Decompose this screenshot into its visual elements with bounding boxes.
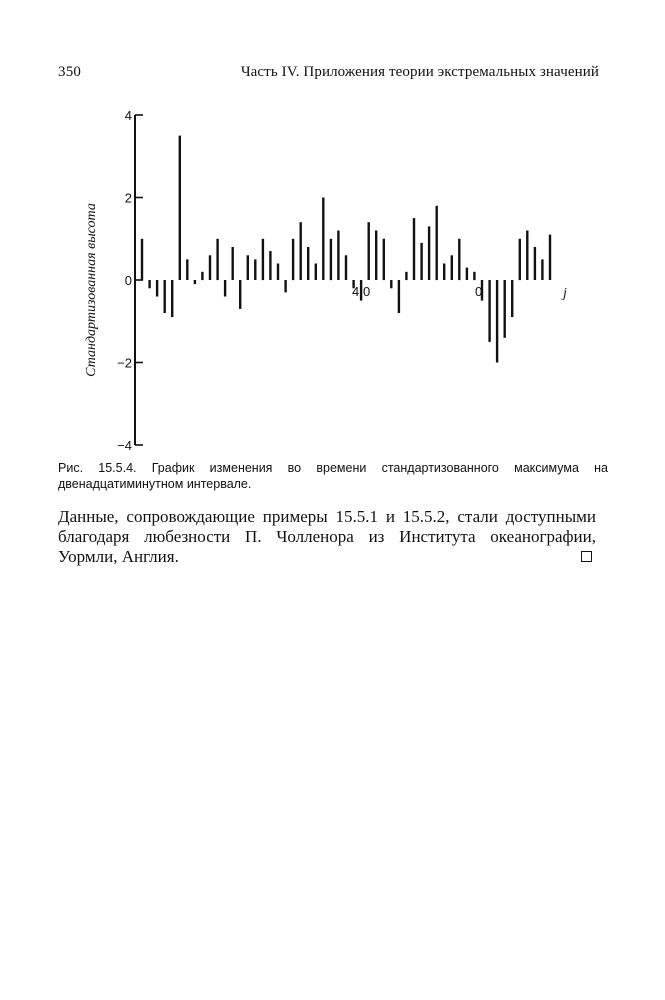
bar [443,264,445,281]
bar [473,272,475,280]
y-tick-label: 4 [124,108,132,123]
bar [194,280,196,284]
inline-label: 0 [363,284,371,299]
y-ticks [117,108,143,453]
inline-label: 0 [475,284,483,299]
bar [322,198,324,281]
bar [534,247,536,280]
running-head: Часть IV. Приложения теории экстремальных значений [240,64,599,80]
bar [269,251,271,280]
bar [262,239,264,280]
bar [383,239,385,280]
bar [511,280,513,317]
bar [156,280,158,297]
bar [496,280,498,363]
bar [541,259,543,280]
time-series-chart [80,100,600,455]
bar [216,239,218,280]
bar [368,222,370,280]
bar [186,259,188,280]
bar [519,239,521,280]
figure [80,100,600,455]
y-tick-label: −4 [117,438,132,453]
bar [398,280,400,313]
x-axis-label: j [563,286,567,301]
bar [405,272,407,280]
bar [413,218,415,280]
bar [458,239,460,280]
bar [148,280,150,288]
body-paragraph: Данные, сопровождающие примеры 15.5.1 и 15.5.2, стали доступными благодаря любезности П. Чолленора из Института океанографии, Уормли, Англия. [58,507,596,566]
bar [141,239,143,280]
bar [420,243,422,280]
bar [201,272,203,280]
bar [164,280,166,313]
bar [345,255,347,280]
bar [232,247,234,280]
bar [239,280,241,309]
bar [224,280,226,297]
bar [330,239,332,280]
bar [526,231,528,281]
bar [549,235,551,280]
bar [247,255,249,280]
bar [504,280,506,338]
bar [375,231,377,281]
bar [284,280,286,292]
bar [171,280,173,317]
bar [360,280,362,301]
inline-labels [352,284,482,299]
bar [428,226,430,280]
bar [307,247,309,280]
figure-caption: Рис. 15.5.4. График изменения во времени стандартизованного максимума на двенадцатиминутном интервале. [58,461,608,491]
bar [390,280,392,288]
y-axis-title: Стандартизованная высота [84,203,99,377]
y-tick-label: 2 [124,190,132,206]
bar [436,206,438,280]
bar [488,280,490,342]
qed-square-icon [581,551,592,562]
bar [254,259,256,280]
bar [300,222,302,280]
bar [292,239,294,280]
bar [315,264,317,281]
bar [466,268,468,280]
bar [451,255,453,280]
y-tick-label: −2 [117,355,132,371]
y-tick-label: 0 [124,273,132,288]
bar [209,255,211,280]
inline-label: 4 [352,284,360,299]
bars [141,136,551,363]
bar [179,136,181,280]
bar [277,264,279,281]
bar [337,231,339,281]
page-number: 350 [58,64,82,80]
